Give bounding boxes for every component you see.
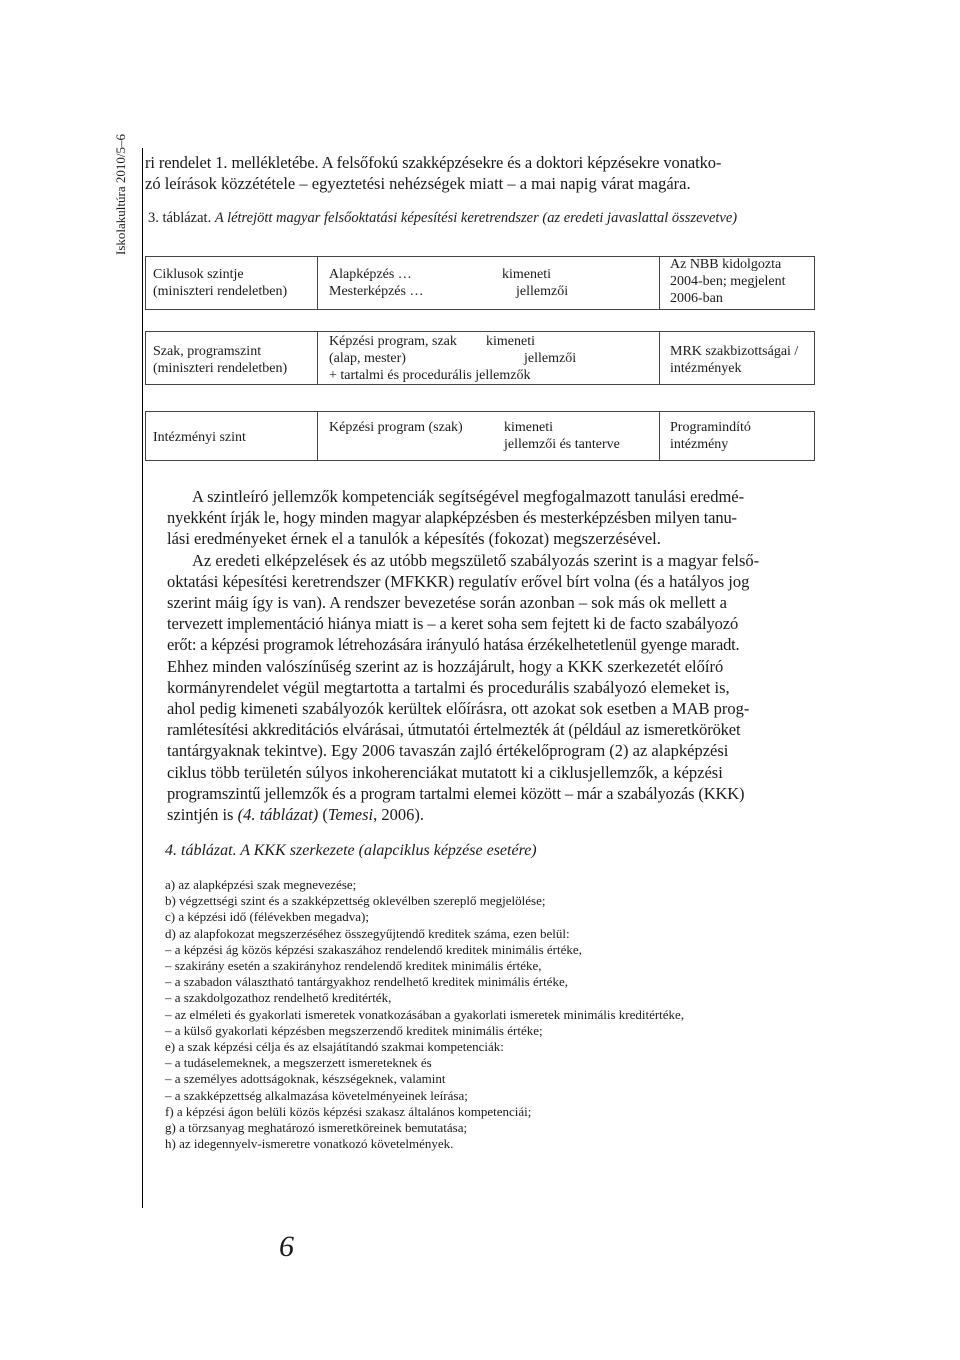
responsible-label: Az NBB kidolgozta <box>670 257 782 272</box>
program-label: (alap, mester) <box>329 351 406 366</box>
body-line: tantárgyaknak tekintve). Egy 2006 tavaszán zajló értékelőprogram (2) az alapképzési <box>167 741 729 761</box>
table4-list <box>165 877 805 1152</box>
table4-caption: 4. táblázat. A KKK szerkezete (alapciklus képzése esetére) <box>165 842 537 859</box>
body-line: ramlétesítési akkreditációs elvárásai, útmutatói értelmezték át (például az ismeretköröket <box>167 720 741 740</box>
level-label: Szak, programszint <box>153 344 262 359</box>
intro-paragraph <box>145 152 813 194</box>
program-label: Képzési program, szak <box>329 334 457 349</box>
list-item: – a személyes adottságoknak, készségeknek, valamint <box>165 1071 446 1087</box>
row-divider <box>659 257 660 309</box>
table-reference: (4. táblázat) <box>237 805 319 825</box>
body-line: erőt: a képzési programok létrehozására irányuló hatása érzékelhetetlenül gyenge maradt. <box>167 635 740 655</box>
outcome-label: jellemzői és tanterve <box>504 437 620 452</box>
list-item: e) a szak képzési célja és az elsajátítandó szakmai kompetenciák: <box>165 1039 504 1055</box>
author-reference: Temesi <box>327 805 374 825</box>
responsible-label: intézmény <box>670 437 729 452</box>
table3-caption-number: 3. táblázat. <box>148 210 212 226</box>
list-item: a) az alapképzési szak megnevezése; <box>165 877 357 892</box>
list-item: d) az alapfokozat megszerzéséhez összegyűjtendő kreditek száma, ezen belül: <box>165 925 570 941</box>
outcome-label: jellemzői <box>516 284 569 299</box>
list-item: – az elméleti és gyakorlati ismeretek vonatkozásában a gyakorlati ismeretek minimális kreditértéke, <box>165 1006 685 1022</box>
programme-extra-label: + tartalmi és procedurális jellemzők <box>329 368 531 383</box>
row-divider <box>659 412 660 460</box>
body-text-fragment: , 2006). <box>373 805 424 825</box>
list-item: – szakirány esetén a szakirányhoz rendelendő kreditek minimális értéke, <box>165 958 542 974</box>
responsible-label: 2004-ben; megjelent <box>670 274 786 289</box>
row-divider <box>317 257 318 309</box>
level-label: Intézményi szint <box>153 430 246 445</box>
body-line: szerint máig így is van). A rendszer bevezetése során azonban – sok más ok mellett a <box>167 593 727 613</box>
list-item: – a tudáselemeknek, a megszerzett ismereteknek és <box>165 1055 432 1071</box>
intro-line: ri rendelet 1. mellékletébe. A felsőfokú szakképzésekre és a doktori képzésekre vonatko- <box>145 153 722 172</box>
list-item: b) végzettségi szint és a szakképzettség oklevélben szereplő megjelölése; <box>165 893 546 909</box>
body-line: programszintű jellemzők és a program tartalmi elemei között – már a szabályozás (KKK) <box>167 783 745 803</box>
body-text-fragment: szintjén is <box>167 805 238 825</box>
level-label: Ciklusok szintje <box>153 267 244 282</box>
row-divider <box>317 332 318 384</box>
table3-row-institution <box>145 411 815 461</box>
body-line: lási eredményeket érnek el a tanulók a képesítés (fokozat) megszerzésével. <box>167 529 661 549</box>
list-item: – a szakképzettség alkalmazása követelményeinek leírása; <box>165 1087 468 1103</box>
body-line: ahol pedig kimeneti szabályozók kerültek előírásra, ott azokat sok esetben a MAB prog- <box>167 699 750 719</box>
journal-name: Iskolakultúra 2010/5–6 <box>113 134 128 255</box>
outcome-label: jellemzői <box>524 351 577 366</box>
list-item: c) a képzési idő (félévekben megadva); <box>165 909 369 925</box>
table3-row-programme <box>145 331 815 385</box>
body-line: nyekként írják le, hogy minden magyar alapképzésben és mesterképzésben milyen tanu- <box>167 508 737 528</box>
body-paragraphs <box>167 486 813 825</box>
body-line: Az eredeti elképzelések és az utóbb megszülető szabályozás szerint is a magyar felső- <box>192 550 760 570</box>
body-last-line <box>167 804 813 825</box>
table3-row-cycles <box>145 256 815 310</box>
body-line: ciklus több területén súlyos inkoherenciákat mutatott ki a ciklusjellemzők, a képzési <box>167 762 723 782</box>
responsible-label: 2006-ban <box>670 291 723 306</box>
outcome-label: kimeneti <box>504 420 553 435</box>
responsible-label: intézmények <box>670 361 742 376</box>
program-label: Alapképzés … <box>329 267 412 282</box>
body-line: A szintleíró jellemzők kompetenciák segítségével megfogalmazott tanulási eredmé- <box>192 487 745 506</box>
list-item: g) a törzsanyag meghatározó ismeretköreinek bemutatása; <box>165 1120 468 1136</box>
outcome-label: kimeneti <box>502 267 551 282</box>
list-item: – a külső gyakorlati képzésben megszerzendő kreditek minimális értéke; <box>165 1022 543 1038</box>
body-line: tervezett implementáció hiánya miatt is – a keret soha sem fejtett ki de facto szabályozó <box>167 614 739 634</box>
row-divider <box>659 332 660 384</box>
margin-rule <box>142 148 143 1208</box>
body-line: oktatási képesítési keretrendszer (MFKKR) regulatív erővel bírt volna (és a hatályos jog <box>167 571 750 591</box>
body-line: kormányrendelet végül megtartotta a tartalmi és procedurális szabályozó elemeket is, <box>167 677 730 697</box>
level-sublabel: (miniszteri rendeletben) <box>153 361 288 376</box>
intro-line: zó leírások közzététele – egyeztetési nehézségek miatt – a mai napig várat magára. <box>145 174 691 193</box>
table3-caption <box>148 210 737 227</box>
list-item: f) a képzési ágon belüli közös képzési szakasz általános kompetenciái; <box>165 1103 532 1119</box>
program-label: Képzési program (szak) <box>329 420 463 435</box>
outcome-label: kimeneti <box>486 334 535 349</box>
body-line: Ehhez minden valószínűség szerint az is hozzájárult, hogy a KKK szerkezetét előíró <box>167 656 724 676</box>
table3-caption-text: A létrejött magyar felsőoktatási képesítési keretrendszer (az eredeti javaslattal összevetve) <box>214 210 738 226</box>
responsible-label: MRK szakbizottságai / <box>670 344 799 359</box>
list-item: – a szabadon választható tantárgyakhoz rendelhető kreditek minimális értéke, <box>165 974 568 990</box>
page-number: 6 <box>279 1230 294 1263</box>
level-sublabel: (miniszteri rendeletben) <box>153 284 288 299</box>
responsible-label: Programindító <box>670 420 751 435</box>
program-label: Mesterképzés … <box>329 284 424 299</box>
list-item: – a szakdolgozathoz rendelhető kreditérték, <box>165 990 392 1006</box>
list-item: h) az idegennyelv-ismeretre vonatkozó követelmények. <box>165 1136 454 1152</box>
list-item: – a képzési ág közös képzési szakaszához rendelendő kreditek minimális értéke, <box>165 941 582 957</box>
row-divider <box>317 412 318 460</box>
body-text-fragment: ( <box>318 805 328 825</box>
